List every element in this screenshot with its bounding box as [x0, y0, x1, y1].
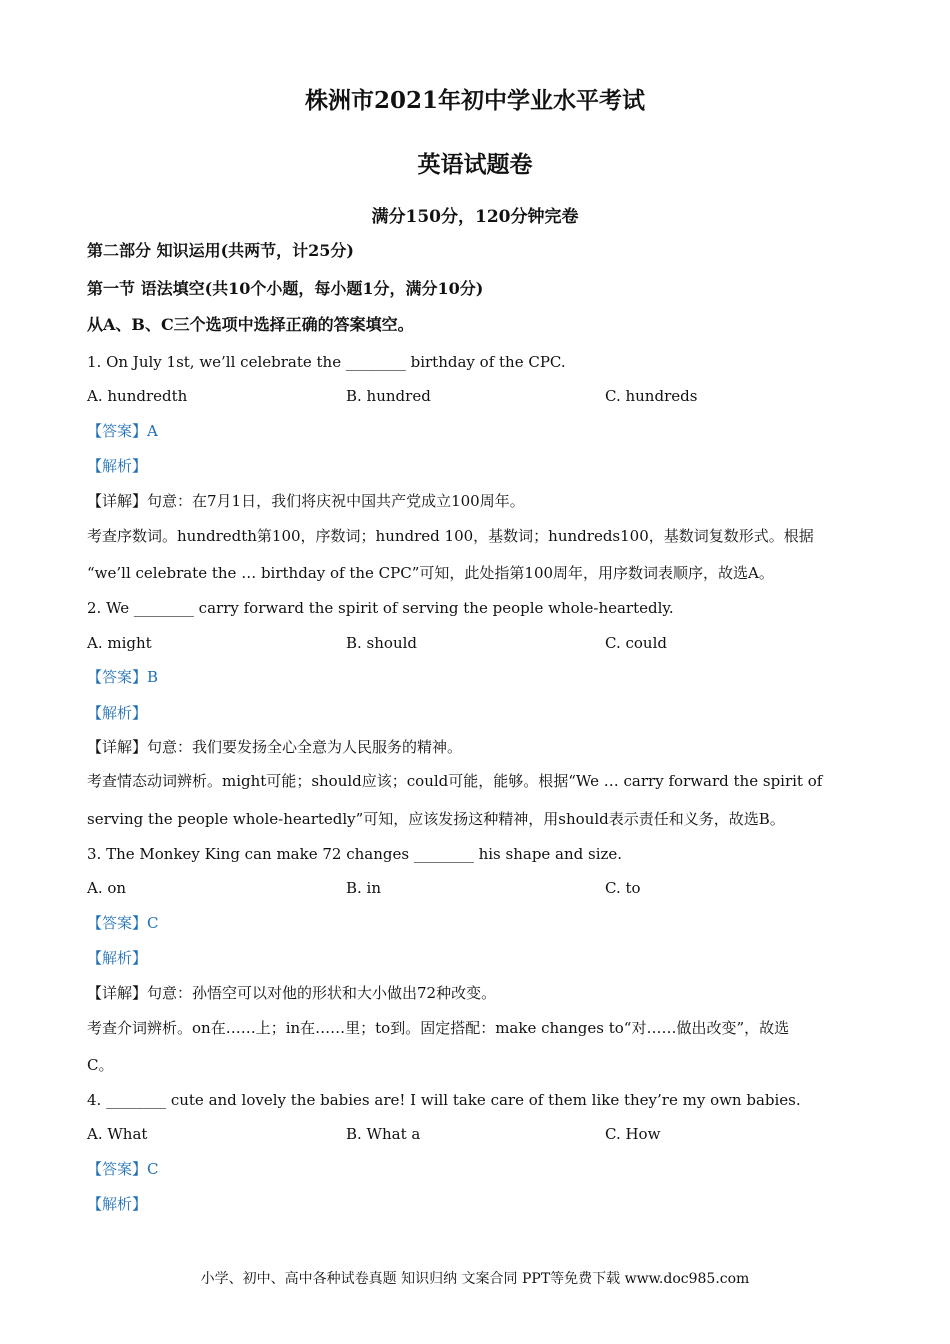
option-c: C. could	[605, 634, 667, 652]
exam-title: 株洲市2021年初中学业水平考试	[304, 87, 645, 114]
detail-text: 【详解】句意：我们要发扬全心全意为人民服务的精神。	[87, 738, 463, 756]
instruction: 从A、B、C三个选项中选择正确的答案填空。	[87, 315, 414, 334]
option-c: C. How	[605, 1125, 661, 1143]
explanation-line: “we’ll celebrate the … birthday of the CPC”可知，此处指第100周年，用序数词表顺序，故选A。	[87, 564, 774, 582]
question-stem: 3. The Monkey King can make 72 changes ________ his shape and size.	[87, 845, 623, 863]
explanation-line: serving the people whole-heartedly”可知，应该发扬这种精神，用should表示责任和义务，故选B。	[87, 810, 785, 828]
exam-subtitle: 英语试题卷	[417, 151, 533, 178]
analysis-label: 【解析】	[87, 704, 148, 722]
page-footer: 小学、初中、高中各种试卷真题 知识归纳 文案合同 PPT等免费下载 www.doc985.com	[200, 1271, 750, 1287]
explanation-line: 考查情态动词辨析。might可能；should应该；could可能，能够。根据“We … carry forward the spirit of	[87, 772, 823, 790]
option-b: B. should	[346, 634, 418, 652]
option-b: B. What a	[346, 1125, 421, 1143]
question-stem: 2. We ________ carry forward the spirit of serving the people whole-heartedly.	[87, 599, 674, 617]
part-heading: 第二部分 知识运用(共两节，计25分)	[87, 241, 354, 260]
answer-label: 【答案】C	[87, 914, 159, 932]
explanation-line: C。	[87, 1056, 114, 1074]
option-c: C. to	[605, 879, 641, 897]
detail-text: 【详解】句意：孙悟空可以对他的形状和大小做出72种改变。	[87, 984, 497, 1002]
option-c: C. hundreds	[605, 387, 698, 405]
answer-label: 【答案】B	[87, 668, 159, 686]
answer-label: 【答案】A	[87, 422, 158, 440]
explanation-line: 考查序数词。hundredth第100，序数词；hundred 100，基数词；hundreds100，基数词复数形式。根据	[87, 527, 814, 545]
question-stem: 1. On July 1st, we’ll celebrate the ________ birthday of the CPC.	[87, 353, 566, 371]
detail-text: 【详解】句意：在7月1日，我们将庆祝中国共产党成立100周年。	[87, 492, 525, 510]
answer-label: 【答案】C	[87, 1160, 159, 1178]
option-a: A. might	[87, 634, 152, 652]
score-info: 满分150分，120分钟完卷	[371, 207, 579, 227]
explanation-line: 考查介词辨析。on在……上；in在……里；to到。固定搭配：make changes to“对……做出改变”，故选	[87, 1019, 790, 1037]
analysis-label: 【解析】	[87, 949, 148, 967]
analysis-label: 【解析】	[87, 457, 148, 475]
option-a: A. What	[87, 1125, 148, 1143]
option-b: B. in	[346, 879, 382, 897]
question-stem: 4. ________ cute and lovely the babies are! I will take care of them like they’re my own babies.	[87, 1091, 801, 1109]
analysis-label: 【解析】	[87, 1195, 148, 1213]
option-b: B. hundred	[346, 387, 431, 405]
option-a: A. on	[87, 879, 127, 897]
subsection-heading: 第一节 语法填空(共10个小题，每小题1分，满分10分)	[87, 279, 484, 298]
option-a: A. hundredth	[87, 387, 188, 405]
